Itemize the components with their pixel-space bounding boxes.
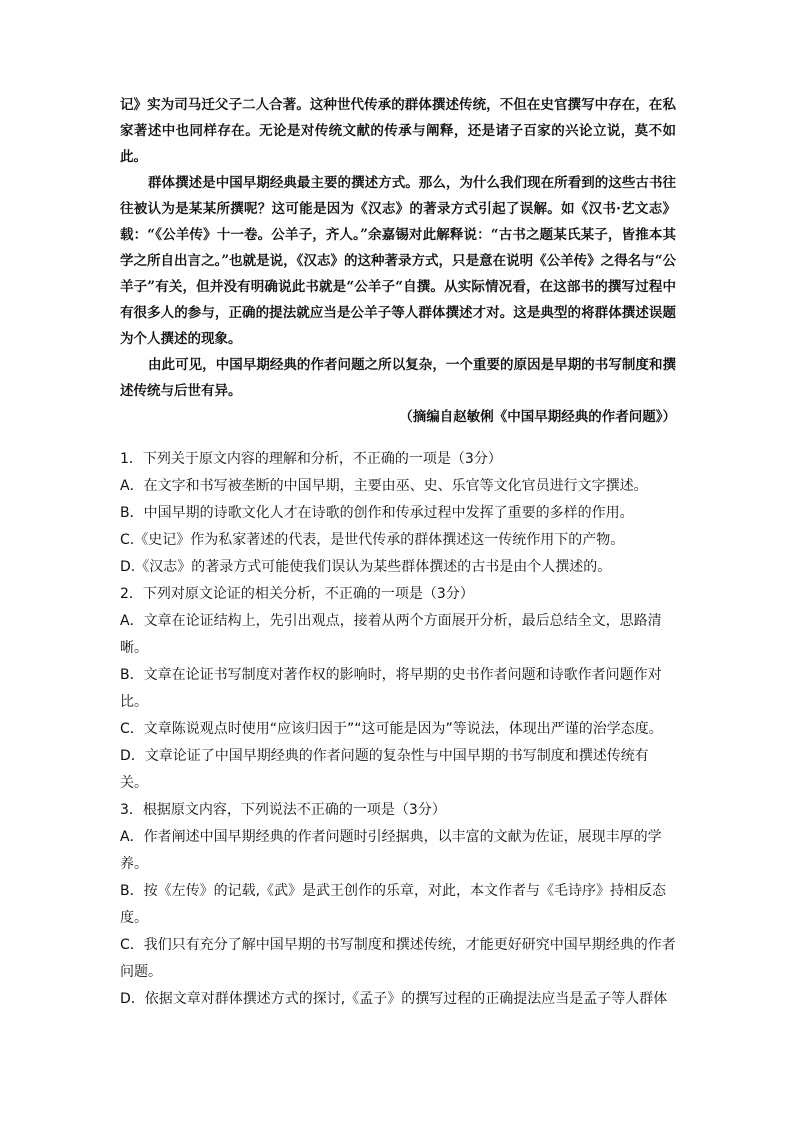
option-b: B．文章在论证书写制度对著作权的影响时，将早期的史书作者问题和诗歌作者问题作对比。 bbox=[120, 667, 662, 710]
question-stem: 2．下列对原文论证的相关分析，不正确的一项是（3分） bbox=[120, 586, 474, 602]
option-c: C．我们只有充分了解中国早期的书写制度和撰述传统，才能更好研究中国早期经典的作者问题。 bbox=[120, 937, 676, 980]
passage-paragraph-0: 记》实为司马迁父子二人合著。这种世代传承的群体撰述传统，不但在史官撰写中存在，在私家著述中也同样存在。无论是对传统文献的传承与阐释，还是诸子百家的兴论立说，莫不如此。 bbox=[120, 97, 676, 165]
option-c: C．文章陈说观点时使用“应该归因于”“这可能是因为”等说法，体现出严谨的治学态度。 bbox=[120, 721, 663, 737]
passage-source: （摘编自赵敏俐《中国早期经典的作者问题》） bbox=[399, 409, 676, 425]
question-1 bbox=[120, 446, 676, 581]
reading-passage bbox=[120, 92, 676, 430]
option-d: D．依据文章对群体撰述方式的探讨,《孟子》的撰写过程的正确提法应当是孟子等人群体 bbox=[120, 991, 668, 1007]
option-a: A．在文字和书写被垄断的中国早期，主要由巫、史、乐官等文化官员进行文字撰述。 bbox=[120, 478, 648, 494]
passage-paragraph-1: 群体撰述是中国早期经典最主要的撰述方式。那么，为什么我们现在所看到的这些古书往往被认为是某某所撰呢？这可能是因为《汉志》的著录方式引起了误解。如《汉书·艺文志》载：“《公羊传》十一卷。公羊子，齐人。”余嘉锡对此解释说：“古书之题某氏某子，皆推本其学之所自出言之。”也就是说，《汉志》的这种著录方式，只是意在说明《公羊传》之得名与“公羊子”有关，但并没有明确说此书就是“公羊子“自撰。从实际情况看，在这部书的撰写过程中有很多人的参与，正确的提法就应当是公羊子等人群体撰述才对。这是典型的将群体撰述误题为个人撰述的现象。 bbox=[120, 175, 676, 347]
option-d: D．文章论证了中国早期经典的作者问题的复杂性与中国早期的书写制度和撰述传统有关。 bbox=[120, 748, 649, 791]
passage-paragraph-2: 由此可见，中国早期经典的作者问题之所以复杂，一个重要的原因是早期的书写制度和撰述传统与后世有异。 bbox=[120, 357, 676, 399]
option-b: B．中国早期的诗歌文化人才在诗歌的创作和传承过程中发挥了重要的多样的作用。 bbox=[120, 505, 634, 521]
option-d: D.《汉志》的著录方式可能使我们误认为某些群体撰述的古书是由个人撰述的。 bbox=[120, 559, 612, 575]
option-a: A．文章在论证结构上，先引出观点，接着从两个方面展开分析，最后总结全文，思路清晰。 bbox=[120, 613, 662, 656]
option-b: B．按《左传》的记载,《武》是武王创作的乐章，对此，本文作者与《毛诗序》持相反态度。 bbox=[120, 883, 667, 926]
question-stem: 3．根据原文内容，下列说法不正确的一项是（3分） bbox=[120, 802, 446, 818]
question-list bbox=[120, 446, 676, 1013]
question-3 bbox=[120, 797, 676, 1013]
question-stem: 1．下列关于原文内容的理解和分析，不正确的一项是（3分） bbox=[120, 451, 502, 467]
option-a: A．作者阐述中国早期经典的作者问题时引经据典，以丰富的文献为佐证，展现丰厚的学养。 bbox=[120, 829, 662, 872]
option-c: C.《史记》作为私家著述的代表，是世代传承的群体撰述这一传统作用下的产物。 bbox=[120, 532, 625, 548]
question-2 bbox=[120, 581, 676, 797]
